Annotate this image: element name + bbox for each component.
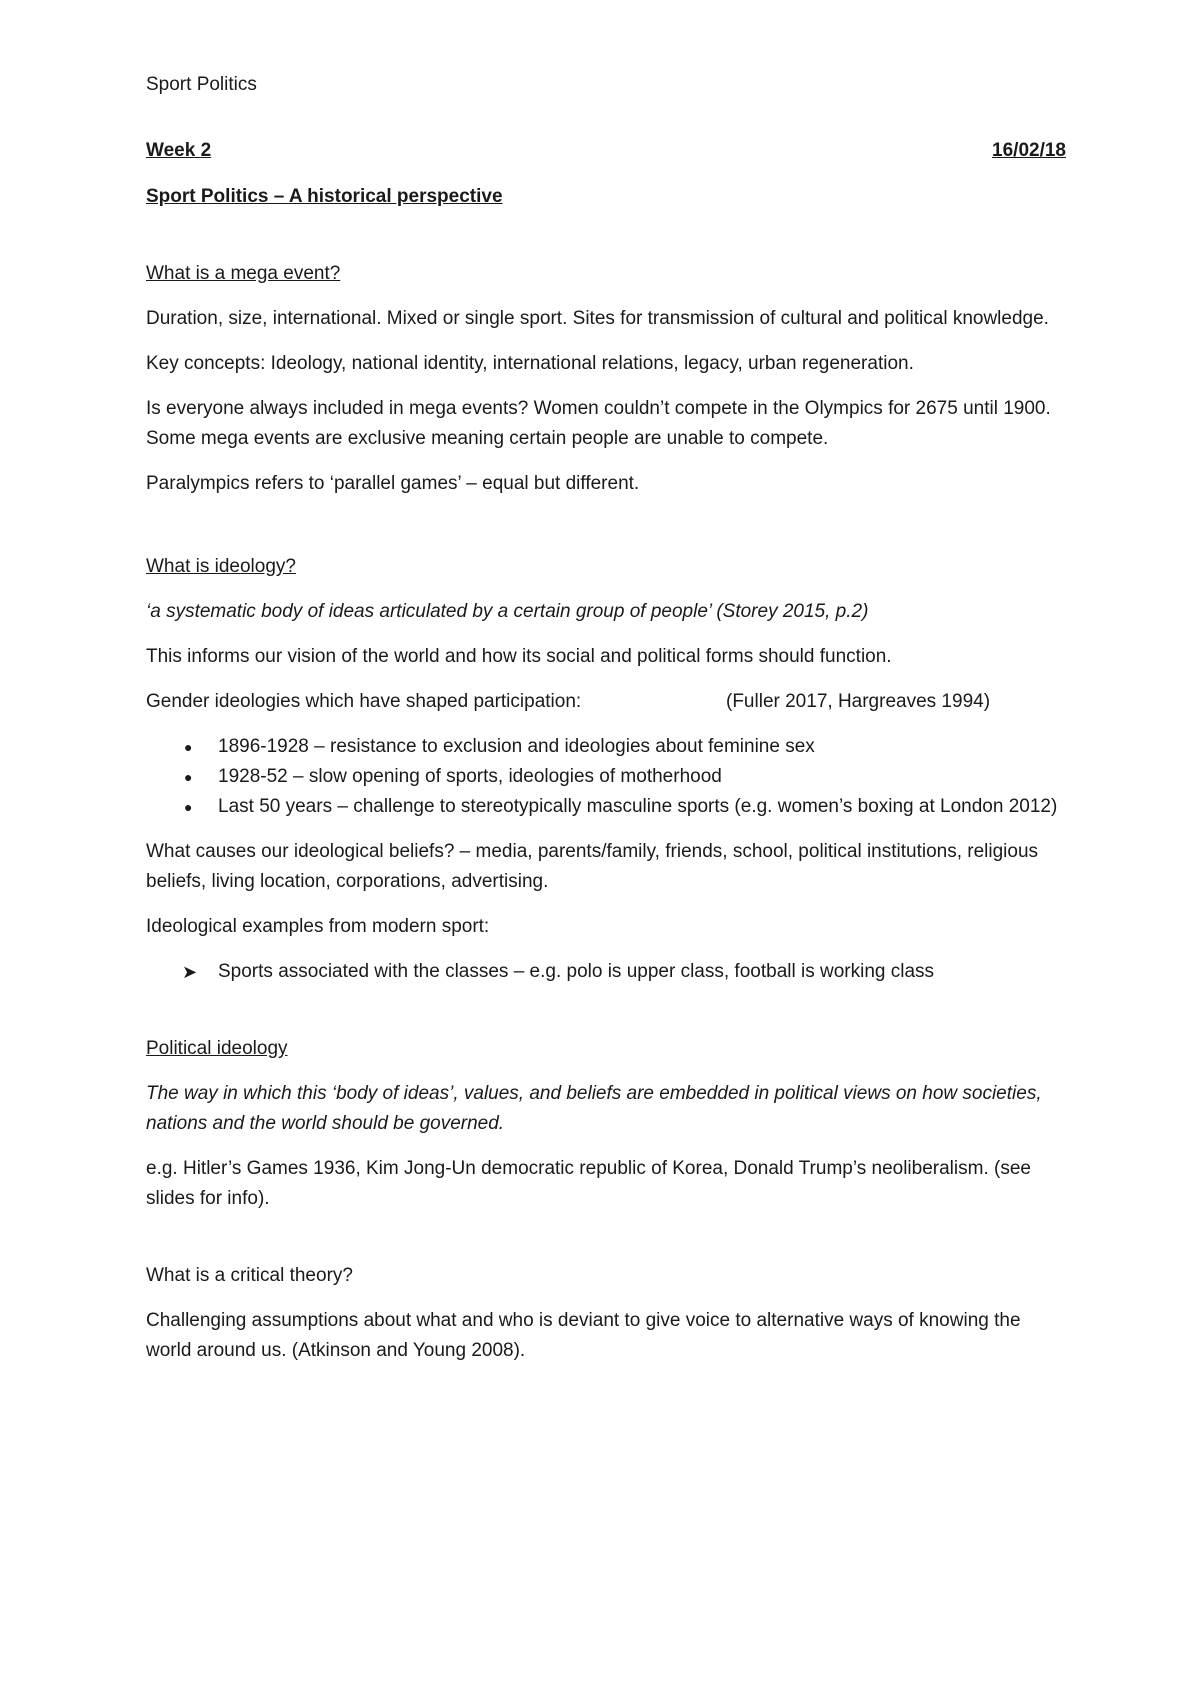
- gender-ideologies-row: [146, 687, 1066, 717]
- paragraph: Challenging assumptions about what and who is deviant to give voice to alternative ways of knowing the world around us. (Atkinson and Young 2008).: [146, 1310, 1021, 1361]
- bullet-icon: ●: [184, 739, 193, 755]
- bullet-list: [146, 732, 1066, 822]
- heading-political-ideology: Political ideology: [146, 1038, 288, 1059]
- arrow-bullet-icon: ➤: [182, 962, 198, 982]
- paragraph: This informs our vision of the world and how its social and political forms should function.: [146, 646, 892, 667]
- paragraph: What causes our ideological beliefs? – media, parents/family, friends, school, political institutions, religious beliefs, living location, corporations, advertising.: [146, 841, 1039, 892]
- arrow-list: [146, 957, 1066, 987]
- title-row: [146, 136, 1066, 166]
- bullet-icon: ●: [184, 799, 193, 815]
- list-item: ● 1896-1928 – resistance to exclusion and ideologies about feminine sex: [146, 732, 1066, 762]
- ideology-quote: ‘a systematic body of ideas articulated by a certain group of people’ (Storey 2015, p.2): [146, 601, 869, 622]
- page-header: Sport Politics: [146, 74, 257, 95]
- paragraph: Ideological examples from modern sport:: [146, 916, 490, 937]
- paragraph: e.g. Hitler’s Games 1936, Kim Jong-Un democratic republic of Korea, Donald Trump’s neoliberalism. (see slides for info).: [146, 1158, 1031, 1209]
- political-ideology-quote: The way in which this ‘body of ideas’, values, and beliefs are embedded in political views on how societies, nations and the world should be governed.: [146, 1083, 1042, 1134]
- gender-ideologies-citation: (Fuller 2017, Hargreaves 1994): [726, 691, 991, 712]
- paragraph: Paralympics refers to ‘parallel games’ – equal but different.: [146, 473, 640, 494]
- heading-ideology: What is ideology?: [146, 556, 296, 577]
- paragraph: Is everyone always included in mega events? Women couldn’t compete in the Olympics for 2675 until 1900. Some mega events are exclusive meaning certain people are unable to compete.: [146, 398, 1051, 449]
- bullet-icon: ●: [184, 769, 193, 785]
- paragraph: Key concepts: Ideology, national identity, international relations, legacy, urban regeneration.: [146, 353, 914, 374]
- heading-mega-event: What is a mega event?: [146, 263, 341, 284]
- list-item: ● 1928-52 – slow opening of sports, ideologies of motherhood: [146, 762, 1066, 792]
- document-body: [146, 70, 1066, 1381]
- paragraph: Duration, size, international. Mixed or single sport. Sites for transmission of cultural and political knowledge.: [146, 308, 1049, 329]
- heading-critical-theory: What is a critical theory?: [146, 1265, 353, 1286]
- list-item: ● Last 50 years – challenge to stereotypically masculine sports (e.g. women’s boxing at London 2012): [146, 792, 1066, 822]
- week-label: Week 2: [146, 140, 212, 161]
- document-subtitle: Sport Politics – A historical perspective: [146, 186, 503, 207]
- gender-ideologies-label: Gender ideologies which have shaped participation:: [146, 691, 582, 712]
- list-item: ➤ Sports associated with the classes – e.g. polo is upper class, football is working class: [146, 957, 1066, 987]
- date-label: 16/02/18: [992, 140, 1066, 161]
